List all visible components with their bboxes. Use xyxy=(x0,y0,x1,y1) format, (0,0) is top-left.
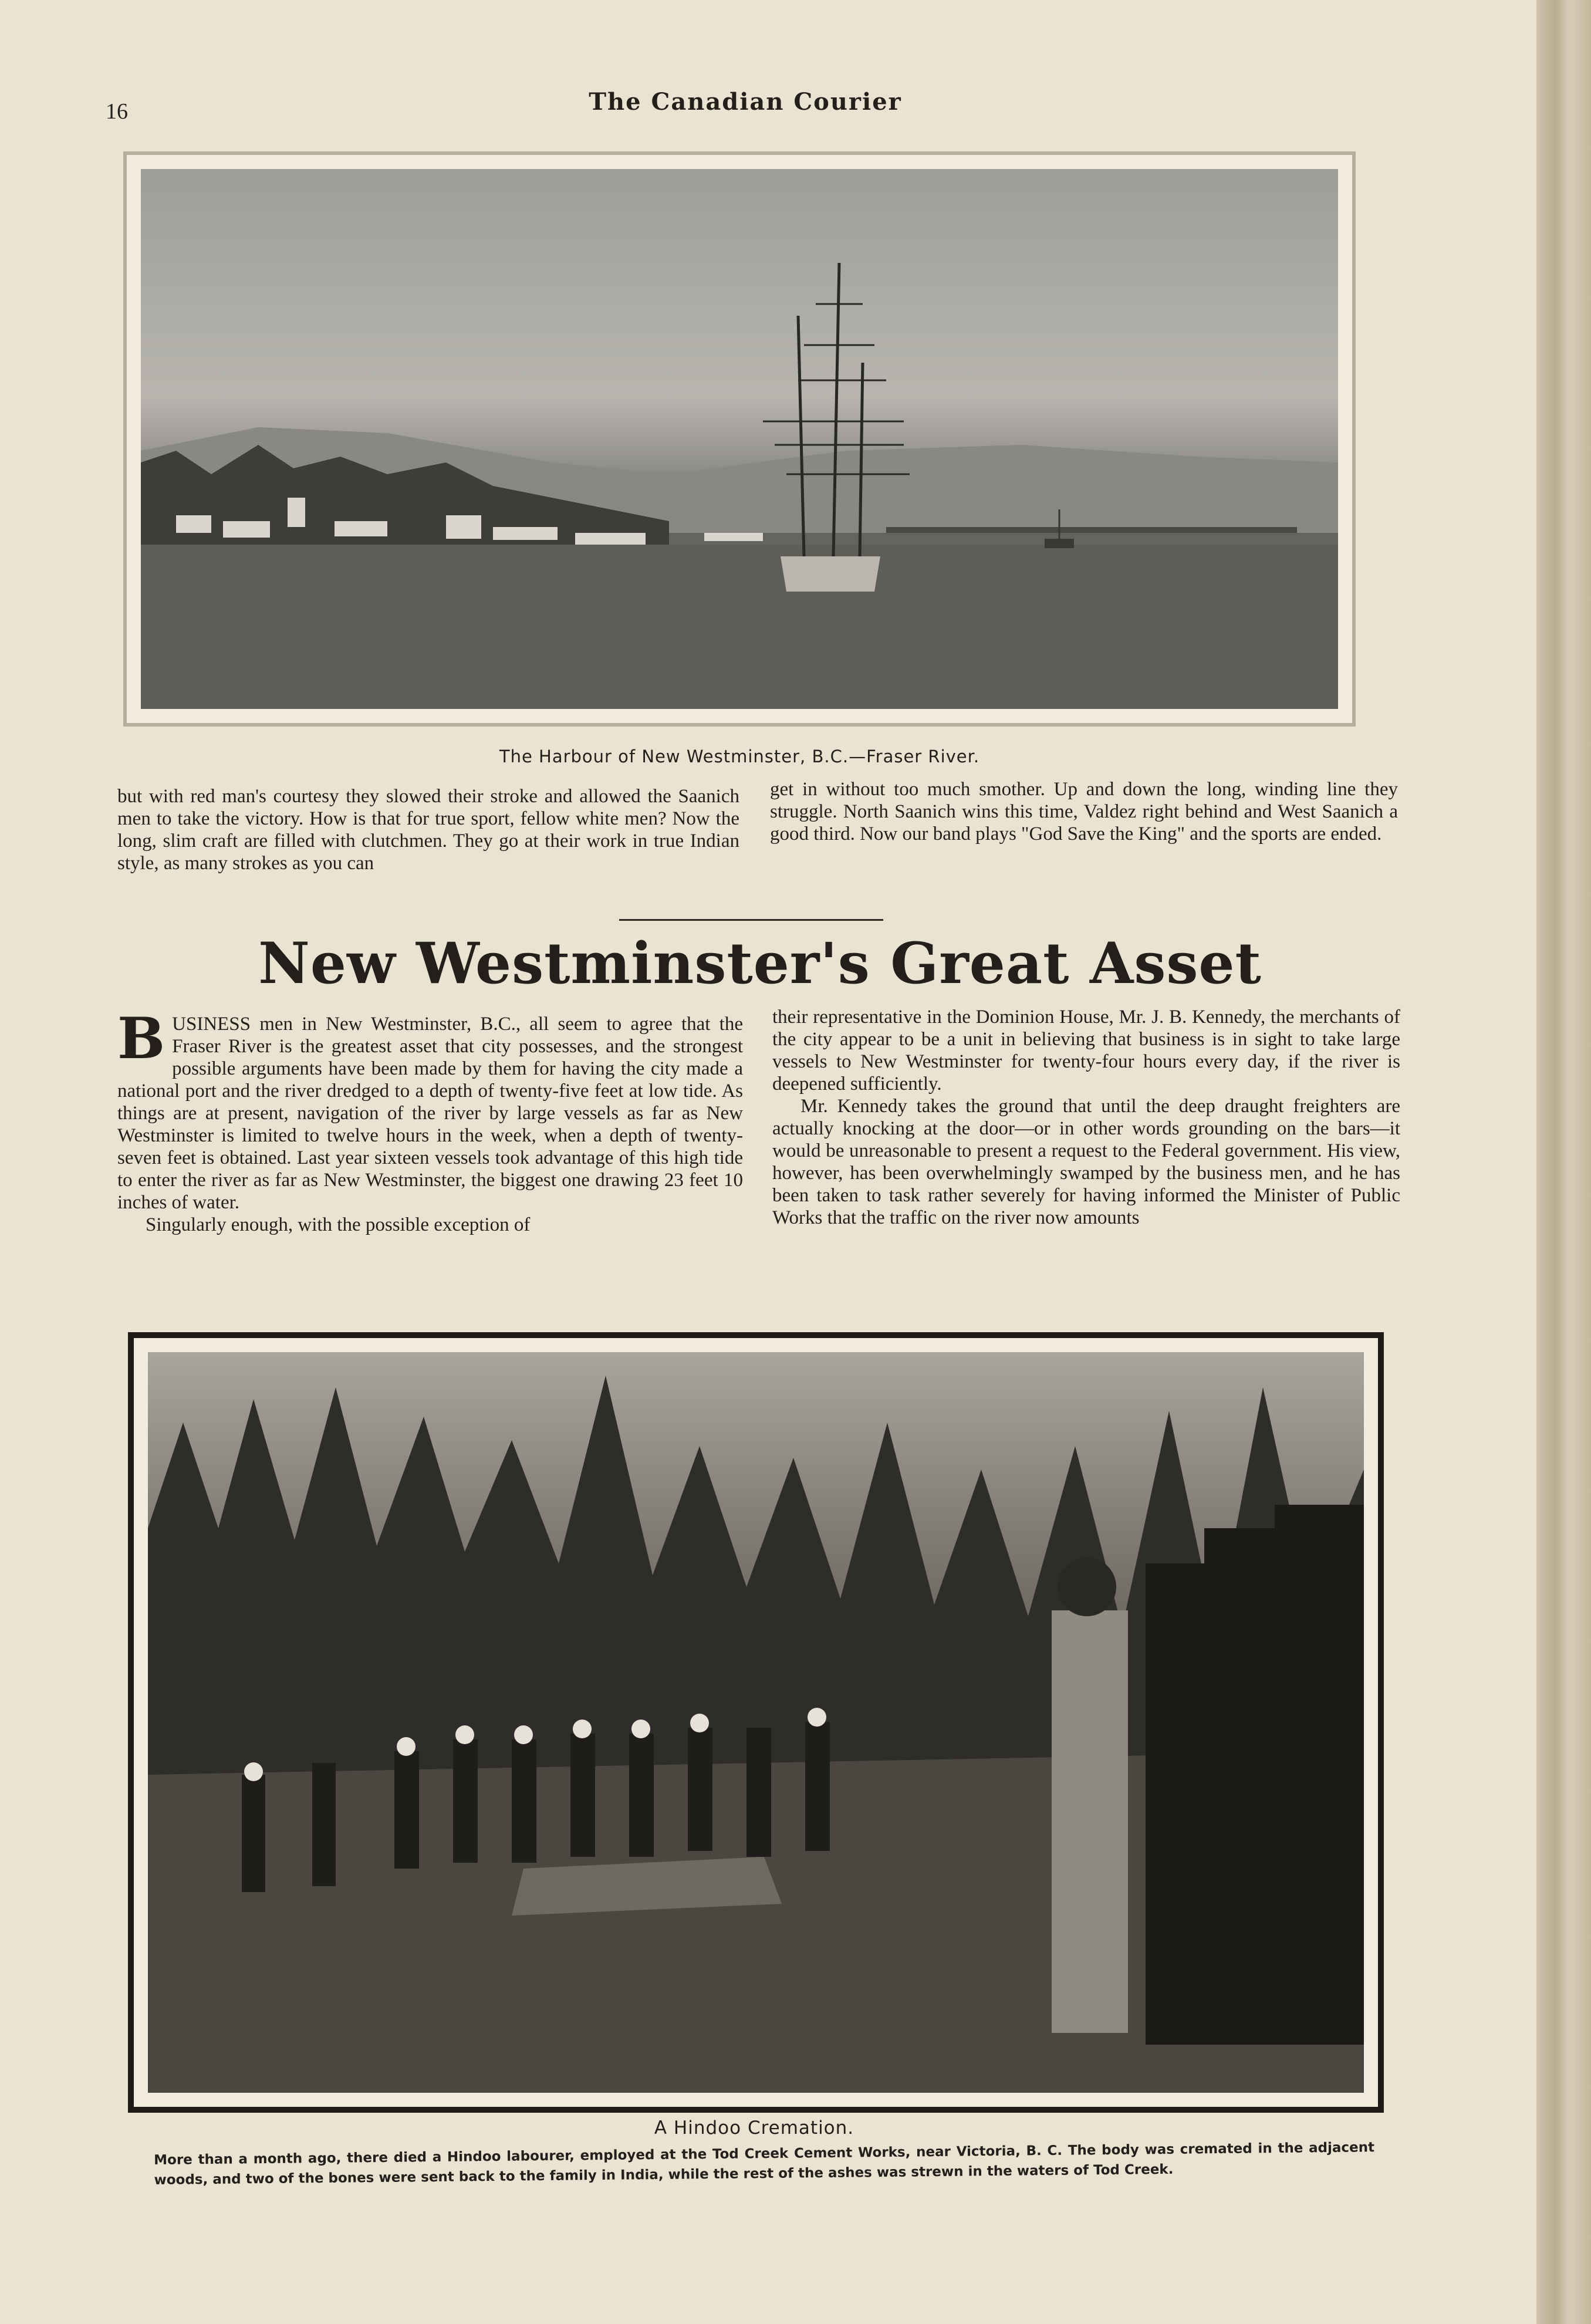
article-para-3: their representative in the Dominion House, Mr. J. B. Kennedy, the merchants of the city appear to be a unit in believing that business is in sight to take large vessels to New Westminster for twenty-four hours every day, if the river is deepened sufficiently. xyxy=(772,1006,1400,1095)
harbour-photo-caption: The Harbour of New Westminster, B.C.—Fraser River. xyxy=(499,746,980,766)
cremation-photo-title: A Hindoo Cremation. xyxy=(654,2117,854,2139)
prev-article-col-right xyxy=(770,778,1398,845)
cremation-photo-caption: More than a month ago, there died a Hindoo labourer, employed at the Tod Creek Cement Works, near Victoria, B. C. The body was cremated in the adjacent woods, and two of the bones were sent back to the family in India, while the rest of the ashes was strewn in the waters of Tod Creek. xyxy=(154,2140,1375,2188)
article-col-right xyxy=(772,1006,1400,1229)
prev-article-text-right: get in without too much smother. Up and down the long, winding line they struggle. North Saanich wins this time, Valdez right behind and West Saanich a good third. Now our band plays "God Save the King" and the sports are ended. xyxy=(770,779,1398,845)
article-para-1-text: USINESS men in New Westminster, B.C., all seem to agree that the Fraser River is the greatest asset that city possesses, and the strongest possible arguments have been made by them for having the city made a national port and the river dredged to a depth of twenty-five feet at low tide. As things are at present, navigation of the river by large vessels as far as New Westminster is limited to twelve hours in the week, when a depth of twenty-seven feet is obtained. Last year sixteen vessels took advantage of this high tide to enter the river as far as New Westminster, the biggest one drawing 23 feet 10 inches of water. xyxy=(117,1014,743,1213)
cremation-photo-frame xyxy=(128,1332,1384,2113)
prev-article-text-left: but with red man's courtesy they slowed their stroke and allowed the Saanich men to take the victory. How is that for true sport, fellow white men? Now the long, slim craft are filled with clutchmen. They go at their work in true Indian style, as many strokes as you can xyxy=(117,786,739,874)
section-divider xyxy=(619,919,883,921)
cremation-photo xyxy=(148,1352,1364,2093)
page-edge xyxy=(1536,0,1591,2324)
page-number: 16 xyxy=(106,99,128,124)
article-para-4: Mr. Kennedy takes the ground that until the deep draught freighters are actually knocking at the door—or in other words grounding on the bars—it would be unreasonable to present a request to the Federal government. His view, however, has been overwhelmingly swamped by the business men, and he has been taken to task rather severely for having informed the Minister of Public Works that the traffic on the river now amounts xyxy=(772,1096,1400,1228)
prev-article-col-left xyxy=(117,785,739,874)
harbour-photo-frame xyxy=(123,151,1356,727)
article-para-1 xyxy=(117,1005,743,1214)
publication-title: The Canadian Courier xyxy=(589,88,902,116)
harbour-photo xyxy=(141,169,1338,709)
article-col-left xyxy=(117,1005,743,1236)
article-para-2: Singularly enough, with the possible exception of xyxy=(146,1214,531,1235)
article-headline: New Westminster's Great Asset xyxy=(258,930,1262,997)
drop-cap: B xyxy=(117,1005,165,1072)
